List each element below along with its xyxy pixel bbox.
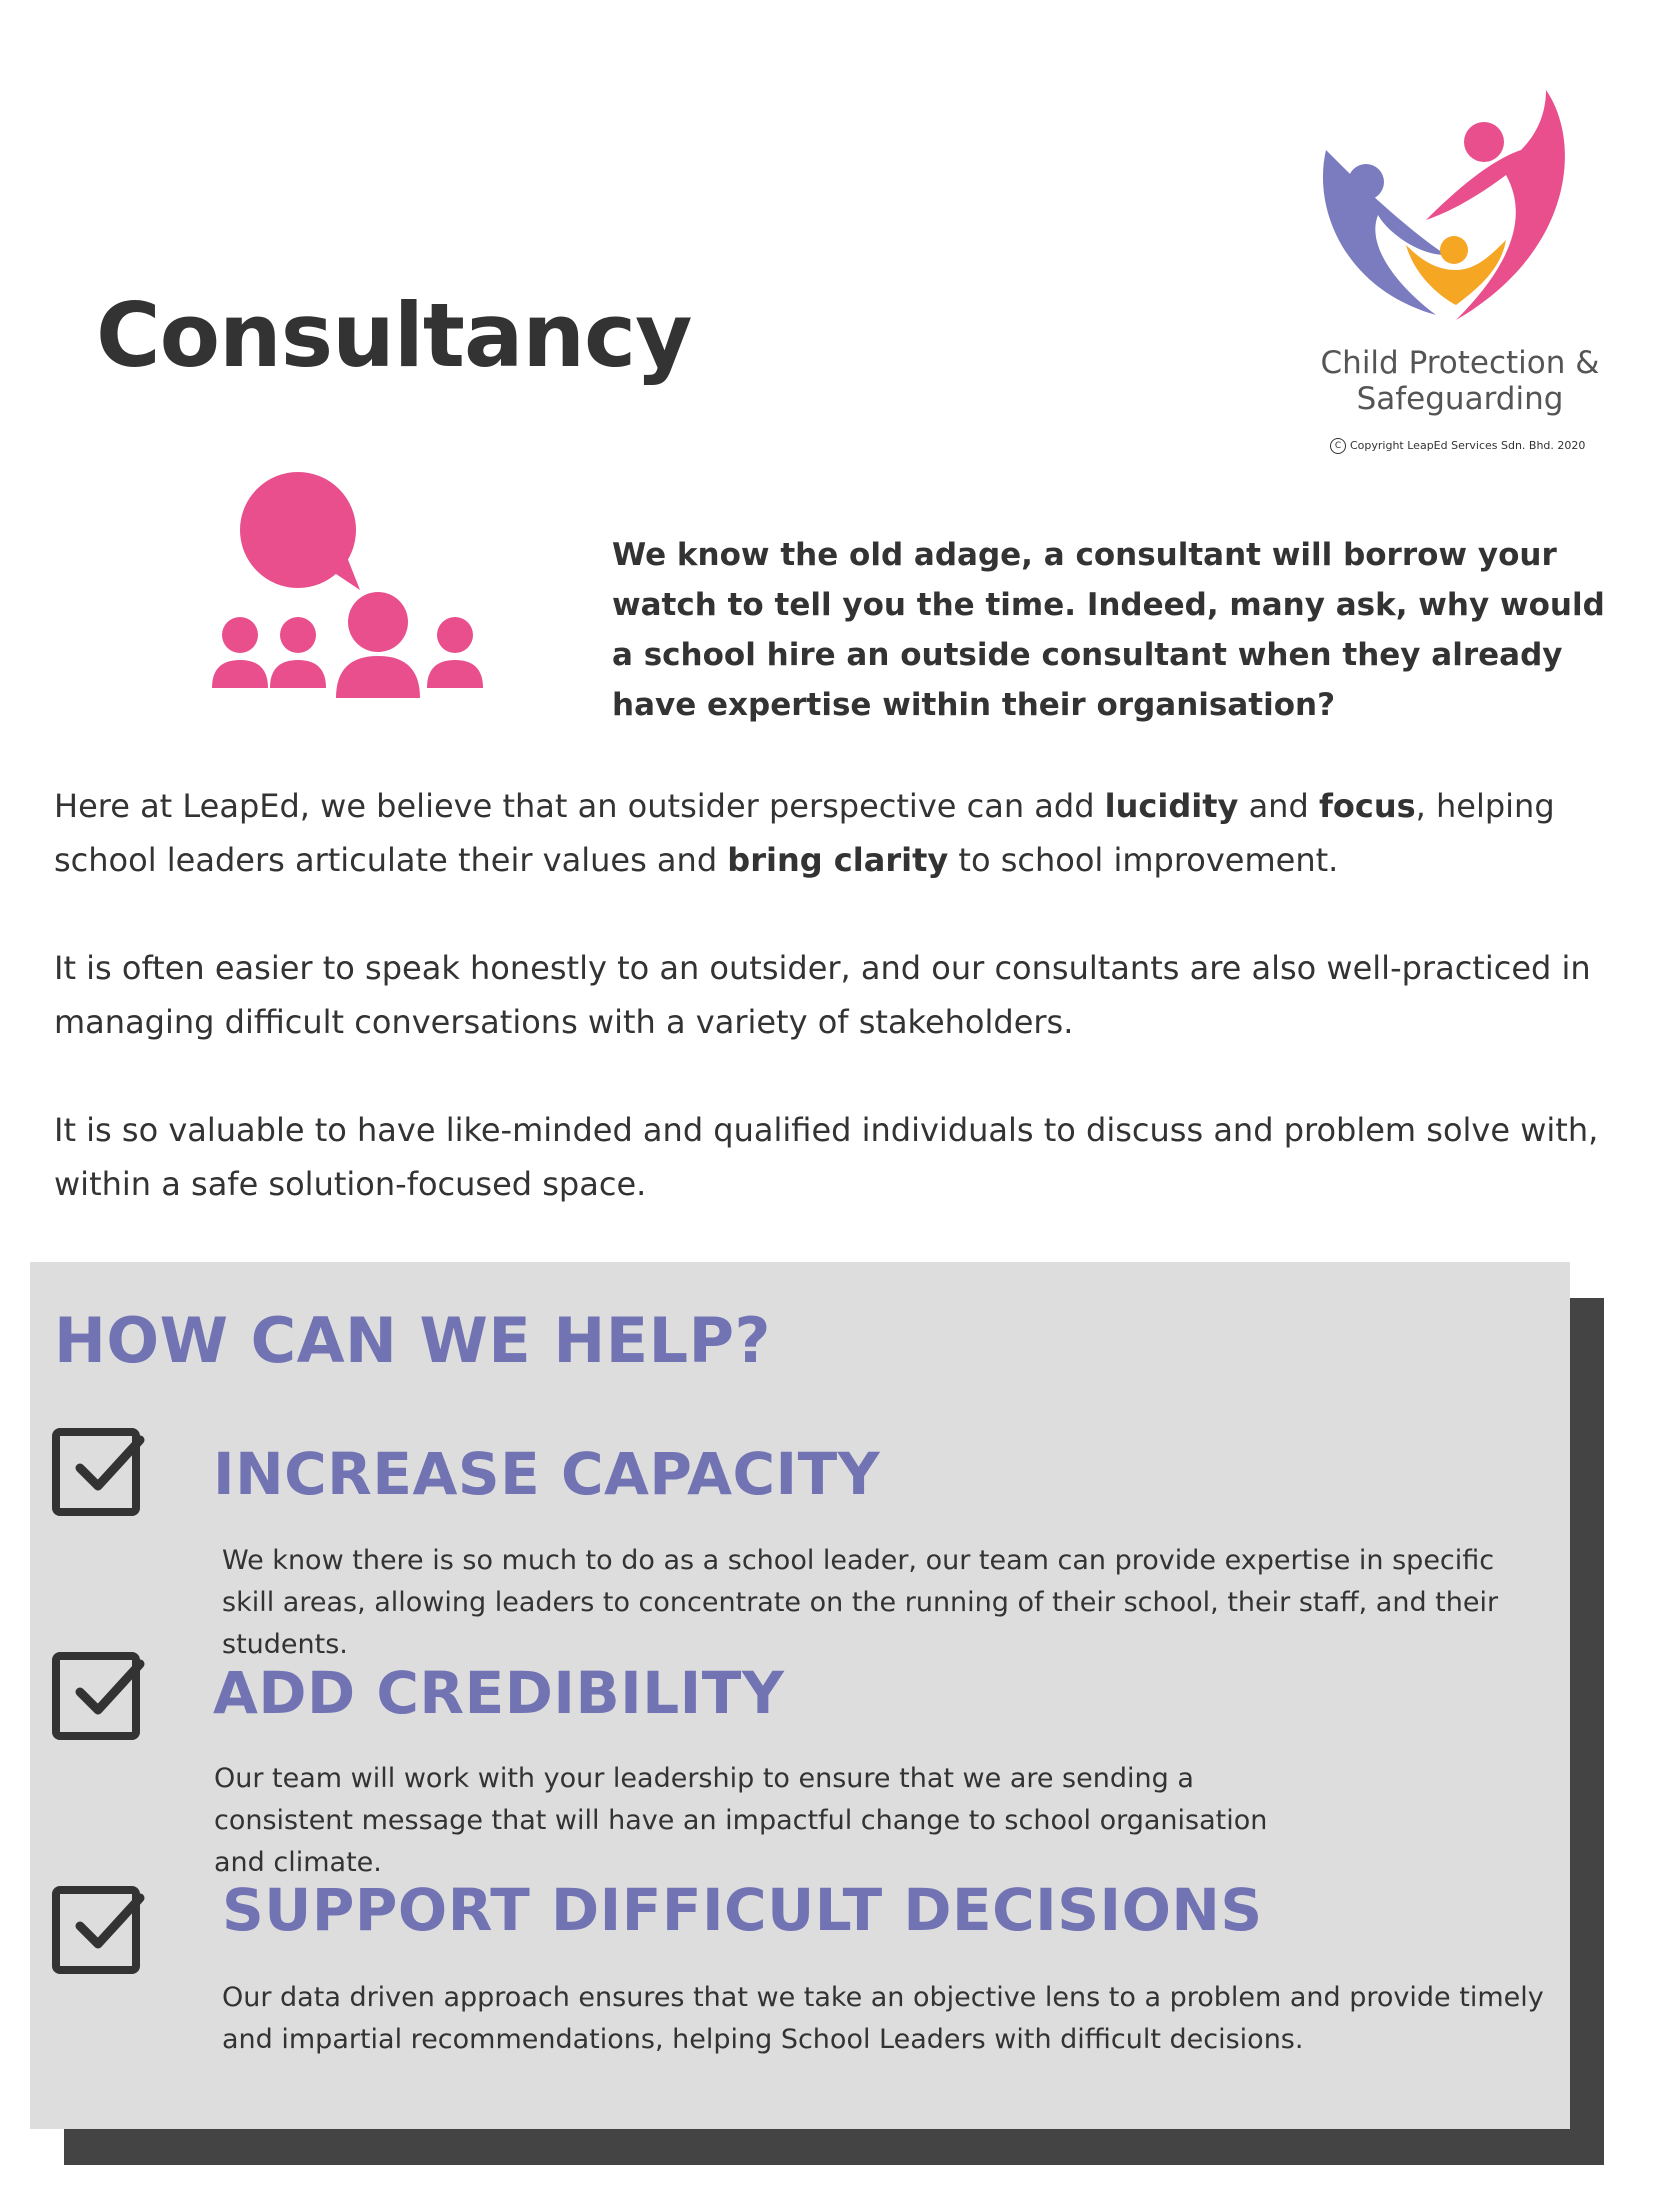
p1-a: Here at LeapEd, we believe that an outsider perspective can add (54, 787, 1105, 825)
copyright-icon: C (1330, 438, 1346, 454)
p1-e: , helping school leaders articulate their values and (54, 787, 1555, 879)
paragraph-leaped (54, 779, 1634, 887)
logo-graphic-icon (1306, 80, 1606, 340)
checkbox-icon (52, 1886, 140, 1974)
help-box (30, 1262, 1570, 2129)
item-title-support-difficult-decisions: SUPPORT DIFFICULT DECISIONS (222, 1876, 1263, 1944)
item-desc-increase-capacity: We know there is so much to do as a school leader, our team can provide expertise in specific skill areas, allowing leaders to concentrate on the running of their school, their staff, and their students. (222, 1545, 1499, 1660)
child-protection-logo (1290, 80, 1630, 470)
logo-line2: Safeguarding (1356, 381, 1564, 417)
audience-speech-icon (210, 470, 490, 714)
paragraph-outsider: It is often easier to speak honestly to an outsider, and our consultants are also well-practiced in managing difficult conversations with a variety of stakeholders. (54, 949, 1591, 1041)
p1-c: and (1238, 787, 1319, 825)
page-title: Consultancy (96, 284, 692, 387)
p1-d: focus (1318, 787, 1416, 825)
p1-b: lucidity (1104, 787, 1239, 825)
item-desc-support-difficult-decisions: Our data driven approach ensures that we take an objective lens to a problem and provide timely and impartial recommendations, helping School Leaders with difficult decisions. (222, 1982, 1544, 2055)
logo-copyright (1330, 438, 1630, 454)
copyright-text: Copyright LeapEd Services Sdn. Bhd. 2020 (1350, 439, 1586, 452)
item-title-add-credibility: ADD CREDIBILITY (213, 1659, 785, 1727)
paragraph-valuable: It is so valuable to have like-minded and qualified individuals to discuss and problem solve with, within a safe solution-focused space. (54, 1111, 1599, 1203)
p1-f: bring clarity (727, 841, 949, 879)
item-title-increase-capacity: INCREASE CAPACITY (213, 1440, 881, 1508)
item-desc-add-credibility: Our team will work with your leadership to ensure that we are sending a consistent message that will have an impactful change to school organisation and climate. (214, 1763, 1268, 1878)
logo-line1: Child Protection & (1320, 345, 1600, 381)
help-heading: HOW CAN WE HELP? (54, 1304, 772, 1377)
intro-text: We know the old adage, a consultant will borrow your watch to tell you the time. Indeed, many ask, why would a school hire an outside consultant when they already have expertise within their organisation? (612, 537, 1605, 723)
checkbox-icon (52, 1428, 140, 1516)
p1-g: to school improvement. (948, 841, 1339, 879)
checkbox-icon (52, 1652, 140, 1740)
